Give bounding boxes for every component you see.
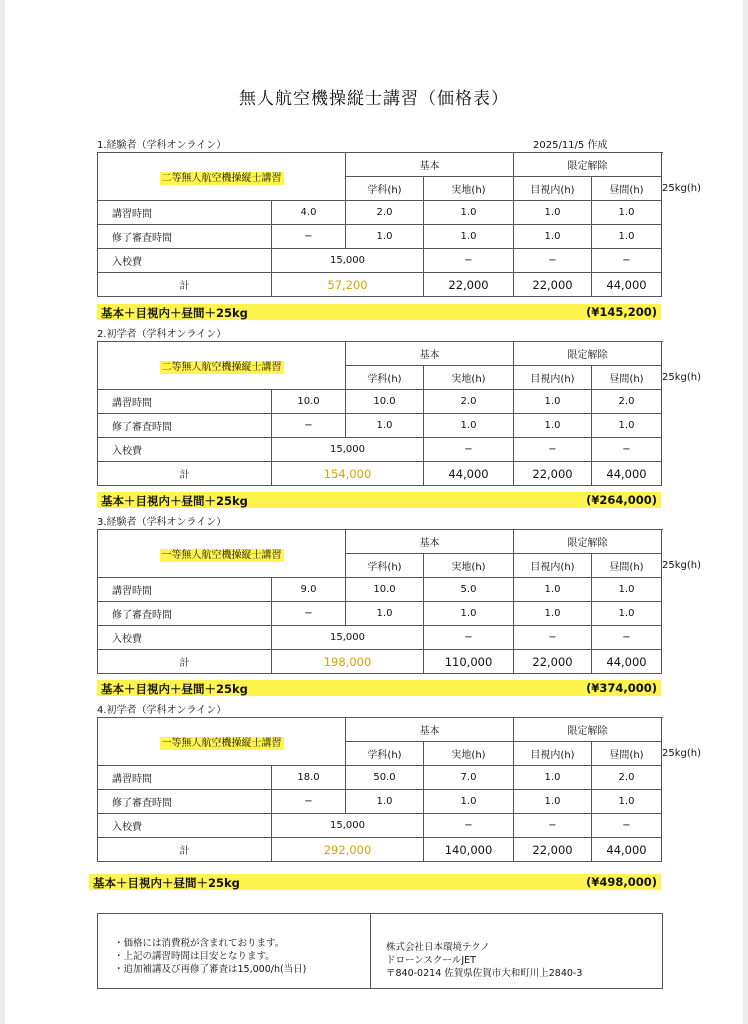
row-label: 入校費 [98, 626, 272, 650]
notes-box [97, 913, 663, 989]
value-cell: 1.0 [424, 790, 514, 814]
value-cell: 1.0 [346, 414, 424, 438]
price-table: 一等無人航空機操縦士講習 基本 限定解除 学科(h) 実地(h) 目視内(h) 昼間(h) 25kg(h) 講習時間 18.0 50.0 7.0 1.0 2.0 修了審査時間 − 1.0 1.0 1.0 1.0 入校費 15,000 − − − 計 292,000 140,000 22,000 44,000 [97, 717, 662, 862]
section-heading: 4.初学者（学科オンライン） [97, 705, 227, 716]
total-cell: 110,000 [424, 650, 514, 674]
header-gentei: 限定解除 [514, 342, 662, 366]
value-cell: − [592, 438, 662, 462]
price-table: 一等無人航空機操縦士講習 基本 限定解除 学科(h) 実地(h) 目視内(h) 昼間(h) 25kg(h) 講習時間 9.0 10.0 5.0 1.0 1.0 修了審査時間 − 1.0 1.0 1.0 1.0 入校費 15,000 − − − 計 198,000 110,000 22,000 44,000 [97, 529, 662, 674]
value-cell: 1.0 [592, 790, 662, 814]
notes-list [98, 914, 371, 988]
value-cell: 1.0 [514, 578, 592, 602]
header-hiruma: 昼間(h) [592, 177, 662, 201]
section-heading: 3.経験者（学科オンライン） [97, 517, 227, 528]
price-section [97, 701, 702, 862]
header-mokushinai: 目視内(h) [514, 554, 592, 578]
header-gentei: 限定解除 [514, 530, 662, 554]
value-cell: 9.0 [272, 578, 346, 602]
value-cell: − [592, 249, 662, 273]
company-address: 〒840-0214 佐賀県佐賀市大和町川上2840-3 [386, 968, 583, 979]
header-kihon: 基本 [346, 530, 514, 554]
header-kihon: 基本 [346, 718, 514, 742]
value-cell: 1.0 [424, 201, 514, 225]
total-cell: 44,000 [592, 462, 662, 486]
header-mokushinai: 目視内(h) [514, 366, 592, 390]
total-cell: 44,000 [592, 838, 662, 862]
price-table: 二等無人航空機操縦士講習 基本 限定解除 学科(h) 実地(h) 目視内(h) 昼間(h) 25kg(h) 講習時間 10.0 10.0 2.0 1.0 2.0 修了審査時間 − 1.0 1.0 1.0 1.0 入校費 15,000 − − − 計 154,000 44,000 22,000 44,000 [97, 341, 662, 486]
page-title: 無人航空機操縦士講習（価格表） [239, 89, 509, 109]
total-cell: 22,000 [514, 838, 592, 862]
value-cell: 1.0 [514, 766, 592, 790]
row-label: 入校費 [98, 438, 272, 462]
total-cell: 44,000 [592, 650, 662, 674]
value-cell: − [424, 814, 514, 838]
value-cell: 1.0 [514, 414, 592, 438]
header-jicchi: 実地(h) [424, 177, 514, 201]
row-label: 講習時間 [98, 766, 272, 790]
value-cell: 7.0 [424, 766, 514, 790]
row-label-total: 計 [98, 462, 272, 486]
summary-label: 基本＋目視内＋昼間＋25kg [101, 306, 248, 320]
value-cell: − [424, 249, 514, 273]
value-cell: 1.0 [346, 602, 424, 626]
total-cell: 22,000 [514, 650, 592, 674]
header-jicchi: 実地(h) [424, 554, 514, 578]
row-label: 修了審査時間 [98, 414, 272, 438]
header-mokushinai: 目視内(h) [514, 742, 592, 766]
value-cell: 1.0 [592, 578, 662, 602]
summary-bar [97, 492, 661, 508]
note-item: ・価格には消費税が含まれております。 [114, 938, 285, 949]
summary-total: (¥264,000) [586, 493, 657, 507]
header-gakka: 学科(h) [346, 554, 424, 578]
price-section [97, 513, 702, 674]
section-heading: 2.初学者（学科オンライン） [97, 329, 227, 340]
basic-total: 154,000 [272, 462, 424, 486]
value-cell: 1.0 [592, 225, 662, 249]
row-label-total: 計 [98, 838, 272, 862]
value-cell: − [272, 790, 346, 814]
header-gakka: 学科(h) [346, 366, 424, 390]
basic-total: 57,200 [272, 273, 424, 297]
value-cell: 1.0 [346, 225, 424, 249]
value-cell: 1.0 [592, 201, 662, 225]
summary-label: 基本＋目視内＋昼間＋25kg [101, 682, 248, 696]
header-hiruma: 昼間(h) [592, 554, 662, 578]
total-cell: 22,000 [514, 462, 592, 486]
row-label-total: 計 [98, 650, 272, 674]
value-cell: − [592, 626, 662, 650]
row-label: 入校費 [98, 249, 272, 273]
row-label: 講習時間 [98, 390, 272, 414]
header-gakka: 学科(h) [346, 177, 424, 201]
price-section [97, 136, 702, 297]
row-label: 修了審査時間 [98, 602, 272, 626]
header-jicchi: 実地(h) [424, 742, 514, 766]
price-section [97, 325, 702, 486]
value-cell: 18.0 [272, 766, 346, 790]
value-cell: − [514, 438, 592, 462]
value-cell: − [514, 814, 592, 838]
value-cell: 15,000 [272, 626, 424, 650]
course-name: 一等無人航空機操縦士講習 [161, 550, 282, 561]
value-cell: 1.0 [346, 790, 424, 814]
school-name: ドローンスクールJET [386, 955, 476, 966]
summary-label: 基本＋目視内＋昼間＋25kg [93, 876, 240, 890]
summary-bar [89, 874, 661, 890]
summary-bar [97, 304, 661, 320]
value-cell: 50.0 [346, 766, 424, 790]
value-cell: − [424, 626, 514, 650]
summary-total: (¥498,000) [586, 875, 657, 889]
value-cell: 10.0 [346, 390, 424, 414]
value-cell: 2.0 [592, 390, 662, 414]
value-cell: 2.0 [346, 201, 424, 225]
value-cell: − [272, 602, 346, 626]
created-date: 2025/11/5 作成 [533, 140, 608, 151]
total-cell: 22,000 [424, 273, 514, 297]
summary-total: (¥145,200) [586, 305, 657, 319]
value-cell: 2.0 [592, 766, 662, 790]
row-label: 講習時間 [98, 578, 272, 602]
value-cell: 10.0 [272, 390, 346, 414]
value-cell: − [424, 438, 514, 462]
value-cell: 15,000 [272, 814, 424, 838]
header-jicchi: 実地(h) [424, 366, 514, 390]
row-label: 修了審査時間 [98, 225, 272, 249]
value-cell: 1.0 [514, 390, 592, 414]
value-cell: 1.0 [514, 225, 592, 249]
company-name: 株式会社日本環境テクノ [386, 942, 490, 953]
price-table: 二等無人航空機操縦士講習 基本 限定解除 学科(h) 実地(h) 目視内(h) 昼間(h) 25kg(h) 講習時間 4.0 2.0 1.0 1.0 1.0 修了審査時間 − 1.0 1.0 1.0 1.0 入校費 15,000 − − − 計 57,200 22,000 22,000 44,000 [97, 152, 662, 297]
section-heading: 1.経験者（学科オンライン） [97, 140, 227, 151]
header-hiruma: 昼間(h) [592, 742, 662, 766]
header-kihon: 基本 [346, 342, 514, 366]
value-cell: − [272, 225, 346, 249]
summary-label: 基本＋目視内＋昼間＋25kg [101, 494, 248, 508]
value-cell: 1.0 [592, 414, 662, 438]
total-cell: 140,000 [424, 838, 514, 862]
value-cell: 10.0 [346, 578, 424, 602]
row-label-total: 計 [98, 273, 272, 297]
note-item: ・上記の講習時間は目安となります。 [114, 951, 275, 962]
row-label: 入校費 [98, 814, 272, 838]
value-cell: 15,000 [272, 249, 424, 273]
course-name: 二等無人航空機操縦士講習 [161, 362, 282, 373]
header-hiruma: 昼間(h) [592, 366, 662, 390]
value-cell: 1.0 [514, 790, 592, 814]
total-cell: 44,000 [424, 462, 514, 486]
value-cell: − [514, 626, 592, 650]
total-cell: 44,000 [592, 273, 662, 297]
value-cell: 5.0 [424, 578, 514, 602]
value-cell: 1.0 [514, 602, 592, 626]
value-cell: 1.0 [424, 414, 514, 438]
value-cell: − [514, 249, 592, 273]
basic-total: 292,000 [272, 838, 424, 862]
header-gentei: 限定解除 [514, 718, 662, 742]
price-sheet [5, 0, 743, 1024]
header-gakka: 学科(h) [346, 742, 424, 766]
value-cell: 2.0 [424, 390, 514, 414]
header-mokushinai: 目視内(h) [514, 177, 592, 201]
value-cell: 1.0 [424, 225, 514, 249]
total-cell: 22,000 [514, 273, 592, 297]
row-label: 講習時間 [98, 201, 272, 225]
row-label: 修了審査時間 [98, 790, 272, 814]
value-cell: 1.0 [424, 602, 514, 626]
value-cell: − [272, 414, 346, 438]
summary-total: (¥374,000) [586, 681, 657, 695]
course-name: 一等無人航空機操縦士講習 [161, 738, 282, 749]
course-name: 二等無人航空機操縦士講習 [161, 173, 282, 184]
value-cell: 1.0 [514, 201, 592, 225]
header-kihon: 基本 [346, 153, 514, 177]
value-cell: 1.0 [592, 602, 662, 626]
value-cell: − [592, 814, 662, 838]
value-cell: 15,000 [272, 438, 424, 462]
note-item: ・追加補講及び再修了審査は15,000/h(当日) [114, 964, 307, 975]
summary-bar [97, 680, 661, 696]
header-gentei: 限定解除 [514, 153, 662, 177]
basic-total: 198,000 [272, 650, 424, 674]
value-cell: 4.0 [272, 201, 346, 225]
